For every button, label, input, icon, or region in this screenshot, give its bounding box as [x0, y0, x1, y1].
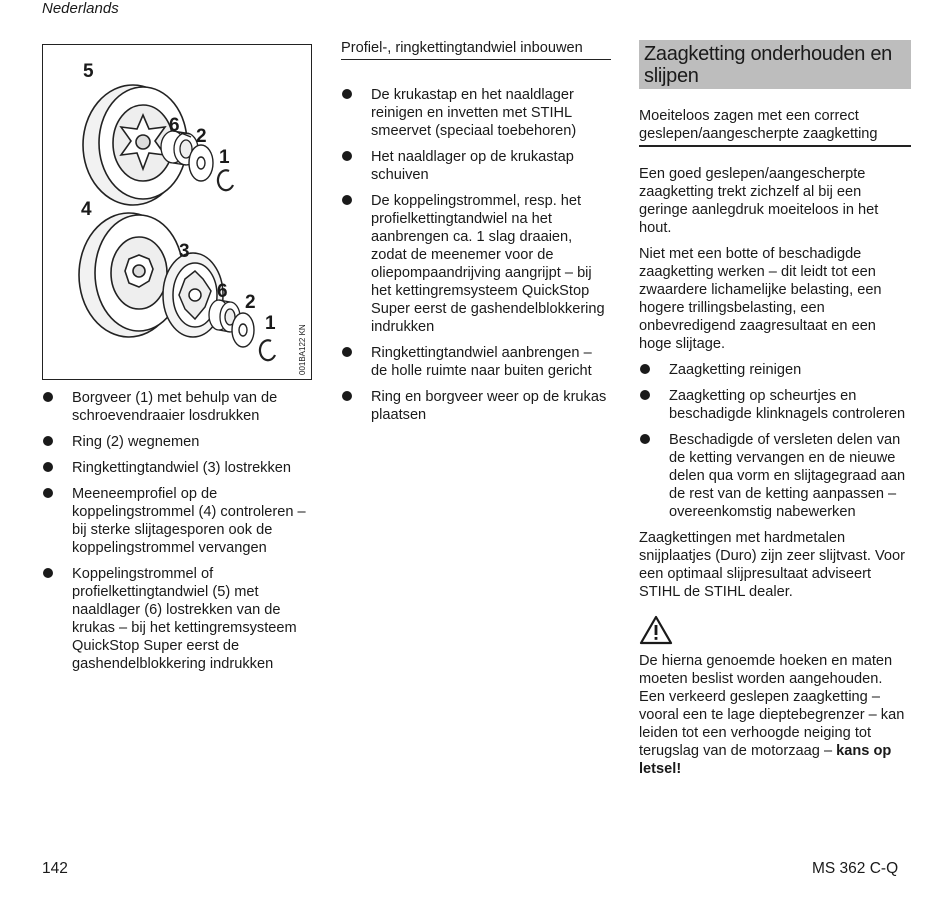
bullet-icon [43, 392, 53, 402]
model-name: MS 362 C-Q [812, 860, 899, 877]
bullet-icon [43, 436, 53, 446]
bullet-icon [640, 434, 650, 444]
bullet-icon [43, 462, 53, 472]
list-item: Koppelingstrommel of profielkettingtandwiel (5) met naaldlager (6) lostrekken van de krukas – bij het kettingremsysteem QuickStop Super eerst de gashendelblokkering indrukken [42, 565, 314, 673]
paragraph-3: Zaagkettingen met hardmetalen snijplaatjes (Duro) zijn zeer slijtvast. Voor een optimaal slijpresultaat adviseert STIHL de STIHL dealer. [639, 530, 906, 600]
col3-bullet-list [639, 361, 911, 521]
list-item: Ring en borgveer weer op de krukas plaatsen [341, 388, 611, 424]
bullet-icon [342, 89, 352, 99]
fig-label-6-upper: 6 [169, 115, 180, 136]
bullet-icon [342, 347, 352, 357]
bullet-icon [640, 364, 650, 374]
col1-instructions [42, 389, 314, 681]
list-item: De koppelingstrommel, resp. het profielkettingtandwiel na het aanbrengen ca. 1 slag draaien, zodat de meenemer voor de oliepompaandrijving aangrijpt – bij het kettingremsysteem QuickStop Super eerst de gashendelblokkering indrukken [341, 192, 611, 336]
bullet-icon [342, 391, 352, 401]
list-item: Meeneemprofiel op de koppelingstrommel (4) controleren – bij sterke slijtagesporen ook de koppelingstrommel vervangen [42, 485, 314, 557]
fig-code: 001BA122 KN [298, 324, 307, 375]
list-item: Zaagketting reinigen [639, 361, 911, 379]
section-title-install: Profiel-, ringkettingtandwiel inbouwen [341, 39, 611, 60]
list-item: Zaagketting op scheurtjes en beschadigde klinknagels controleren [639, 387, 911, 423]
fig-label-5: 5 [83, 61, 94, 82]
fig-label-2-upper: 2 [196, 126, 207, 147]
clutch-drum-exploded-figure [42, 44, 312, 380]
warning-triangle-icon [639, 615, 673, 645]
col3-section [639, 40, 911, 786]
list-item: Beschadigde of versleten delen van de ketting vervangen en de nieuwe delen qua vorm en slijtagegraad aan de rest van de ketting aanpassen – overeenkomstig nabewerken [639, 431, 911, 521]
col2-section [341, 39, 611, 432]
fig-label-4: 4 [81, 199, 92, 220]
bullet-icon [342, 151, 352, 161]
exploded-parts-drawing [43, 45, 310, 378]
fig-label-6-lower: 6 [217, 281, 228, 302]
fig-label-1-lower: 1 [265, 313, 276, 334]
bullet-icon [43, 488, 53, 498]
fig-label-2-lower: 2 [245, 292, 256, 313]
bullet-icon [640, 390, 650, 400]
fig-label-3: 3 [179, 241, 190, 262]
col2-bullet-list [341, 86, 611, 424]
header-language: Nederlands [42, 0, 119, 17]
warning-text: De hierna genoemde hoeken en maten moeten beslist worden aangehouden. Een verkeerd geslepen zaagketting – vooral een te lage dieptebegrenzer – kan leiden tot een verhoogde neiging tot terugslag van de motorzaag – kans op letsel! [639, 653, 905, 777]
list-item: De krukastap en het naaldlager reinigen en invetten met STIHL smeervet (speciaal toebehoren) [341, 86, 611, 140]
e-clip-upper [218, 170, 233, 190]
washer-lower [232, 313, 254, 347]
fig-label-1-upper: 1 [219, 147, 230, 168]
paragraph-2: Niet met een botte of beschadigde zaagketting werken – dit leidt tot een zwaardere lichamelijke belasting, een hogere trillingsbelasting, een onbevredigend zaagresultaat en een hoge slijtage. [639, 246, 882, 352]
page-number: 142 [42, 860, 68, 877]
washer-upper [189, 145, 213, 181]
list-item: Ring (2) wegnemen [42, 433, 314, 451]
list-item: Ringkettingtandwiel (3) lostrekken [42, 459, 314, 477]
paragraph-1: Een goed geslepen/aangescherpte zaagketting trekt zichzelf al bij een geringe aanlegdruk moeiteloos in het hout. [639, 166, 879, 236]
list-item: Borgveer (1) met behulp van de schroevendraaier losdrukken [42, 389, 314, 425]
subsection-title: Moeiteloos zagen met een correct geslepen/aangescherpte zaagketting [639, 107, 911, 147]
list-item: Ringkettingtandwiel aanbrengen – de holle ruimte naar buiten gericht [341, 344, 611, 380]
list-item: Het naaldlager op de krukastap schuiven [341, 148, 611, 184]
bullet-icon [342, 195, 352, 205]
bullet-icon [43, 568, 53, 578]
col1-bullet-list [42, 389, 314, 673]
chapter-heading: Zaagketting onderhouden en slijpen [639, 40, 911, 89]
warning-emphasis: kans op letsel! [639, 743, 892, 777]
e-clip-lower [260, 340, 275, 360]
